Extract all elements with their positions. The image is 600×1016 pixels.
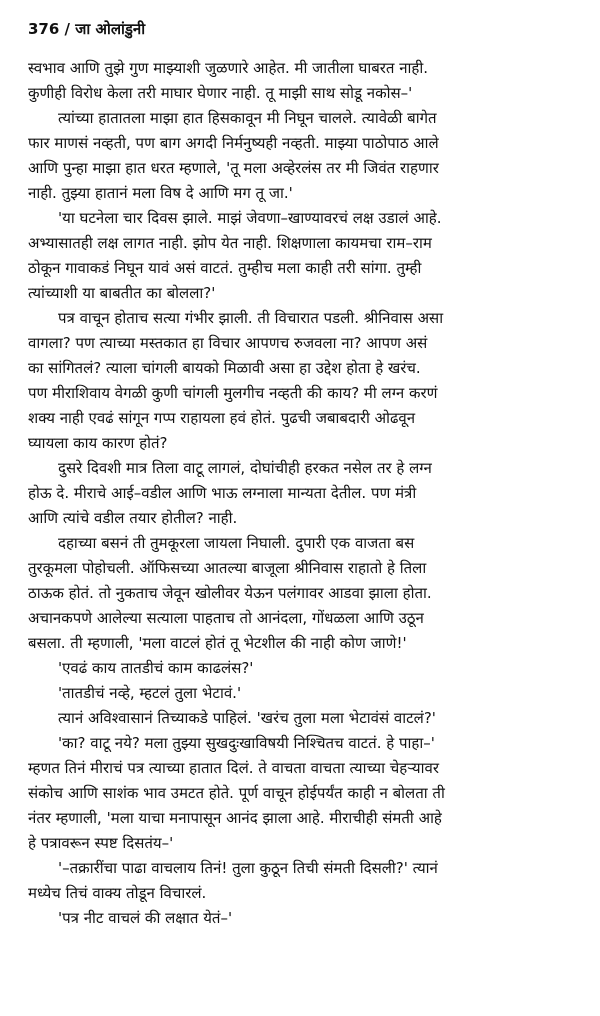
- text-line: त्यानं अविश्वासानं तिच्याकडे पाहिलं. 'खरंच तुला मला भेटावंसं वाटलं?': [58, 709, 436, 727]
- running-head-separator: /: [64, 20, 71, 38]
- text-line: ठाऊक होतं. तो नुकताच जेवून खोलीवर येऊन पलंगावर आडवा झाला होता.: [28, 584, 432, 602]
- text-line: संकोच आणि साशंक भाव उमटत होते. पूर्ण वाचून होईपर्यंत काही न बोलता ती: [28, 784, 445, 802]
- text-line: मध्येच तिचं वाक्य तोडून विचारलं.: [28, 884, 207, 902]
- text-line: ठोकून गावाकडं निघून यावं असं वाटतं. तुम्हीच मला काही तरी सांगा. तुम्ही: [28, 259, 422, 277]
- running-head: [28, 18, 574, 40]
- book-title: जा ओलांडुनी: [75, 20, 146, 38]
- text-line: त्यांच्या हातातला माझा हात हिसकावून मी निघून चालले. त्यावेळी बागेत: [58, 109, 437, 127]
- text-line: अभ्यासातही लक्ष लागत नाही. झोप येत नाही. शिक्षणाला कायमचा राम–राम: [28, 234, 432, 252]
- text-line: 'पत्र नीट वाचलं की लक्षात येतं–': [58, 909, 233, 927]
- text-line: का सांगितलं? त्याला चांगली बायको मिळावी असा हा उद्देश होता हे खरंच.: [28, 359, 421, 377]
- text-line: शक्य नाही एवढं सांगून गप्प राहायला हवं होतं. पुढची जबाबदारी ओढवून: [28, 409, 416, 427]
- book-page: [28, 18, 574, 931]
- body-text: [28, 56, 574, 931]
- text-line: दुसरे दिवशी मात्र तिला वाटू लागलं, दोघांचीही हरकत नसेल तर हे लग्न: [58, 459, 432, 477]
- text-line: पण मीराशिवाय वेगळी कुणी चांगली मुलगीच नव्हती की काय? मी लग्न करणं: [28, 384, 438, 402]
- page-number: 376: [28, 20, 60, 38]
- text-line: आणि त्यांचे वडील तयार होतील? नाही.: [28, 509, 238, 527]
- text-line: हे पत्रावरून स्पष्ट दिसतंय–': [28, 834, 174, 852]
- text-line: पत्र वाचून होताच सत्या गंभीर झाली. ती विचारात पडली. श्रीनिवास असा: [58, 309, 444, 327]
- text-line: वागला? पण त्याच्या मस्तकात हा विचार आपणच रुजवला ना? आपण असं: [28, 334, 428, 352]
- text-line: आणि पुन्हा माझा हात धरत म्हणाले, 'तू मला अव्हेरलंस तर मी जिवंत राहणार: [28, 159, 439, 177]
- text-line: 'तातडीचं नव्हे, म्हटलं तुला भेटावं.': [58, 684, 242, 702]
- text-line: 'या घटनेला चार दिवस झाले. माझं जेवणा–खाण्यावरचं लक्ष उडालं आहे.: [58, 209, 442, 227]
- text-line: म्हणत तिनं मीराचं पत्र त्याच्या हातात दिलं. ते वाचता वाचता त्याच्या चेहऱ्यावर: [28, 759, 439, 777]
- text-line: तुरकूमला पोहोचली. ऑफिसच्या आतल्या बाजूला श्रीनिवास राहातो हे तिला: [28, 559, 427, 577]
- text-line: फार माणसं नव्हती, पण बाग अगदी निर्मनुष्यही नव्हती. माझ्या पाठोपाठ आले: [28, 134, 439, 152]
- text-line: घ्यायला काय कारण होतं?: [28, 434, 168, 452]
- text-line: 'एवढं काय तातडीचं काम काढलंस?': [58, 659, 254, 677]
- text-line: अचानकपणे आलेल्या सत्याला पाहताच तो आनंदला, गोंधळला आणि उठून: [28, 609, 424, 627]
- text-line: 'का? वाटू नये? मला तुझ्या सुखदुःखाविषयी निश्चितच वाटतं. हे पाहा–': [58, 734, 435, 752]
- text-line: बसला. ती म्हणाली, 'मला वाटलं होतं तू भेटशील की नाही कोण जाणे!': [28, 634, 407, 652]
- text-line: स्वभाव आणि तुझे गुण माझ्याशी जुळणारे आहेत. मी जातीला घाबरत नाही.: [28, 59, 429, 77]
- text-line: कुणीही विरोध केला तरी माघार घेणार नाही. तू माझी साथ सोडू नकोस–': [28, 84, 413, 102]
- text-line: नाही. तुझ्या हातानं मला विष दे आणि मग तू जा.': [28, 184, 293, 202]
- text-line: दहाच्या बसनं ती तुमकूरला जायला निघाली. दुपारी एक वाजता बस: [58, 534, 415, 552]
- text-line: '–तक्रारींचा पाढा वाचलाय तिनं! तुला कुठून तिची संमती दिसली?' त्यानं: [58, 859, 438, 877]
- text-line: नंतर म्हणाली, 'मला याचा मनापासून आनंद झाला आहे. मीराचीही संमती आहे: [28, 809, 442, 827]
- text-line: त्यांच्याशी या बाबतीत का बोलला?': [28, 284, 216, 302]
- text-line: होऊ दे. मीराचे आई–वडील आणि भाऊ लग्नाला मान्यता देतील. पण मंत्री: [28, 484, 417, 502]
